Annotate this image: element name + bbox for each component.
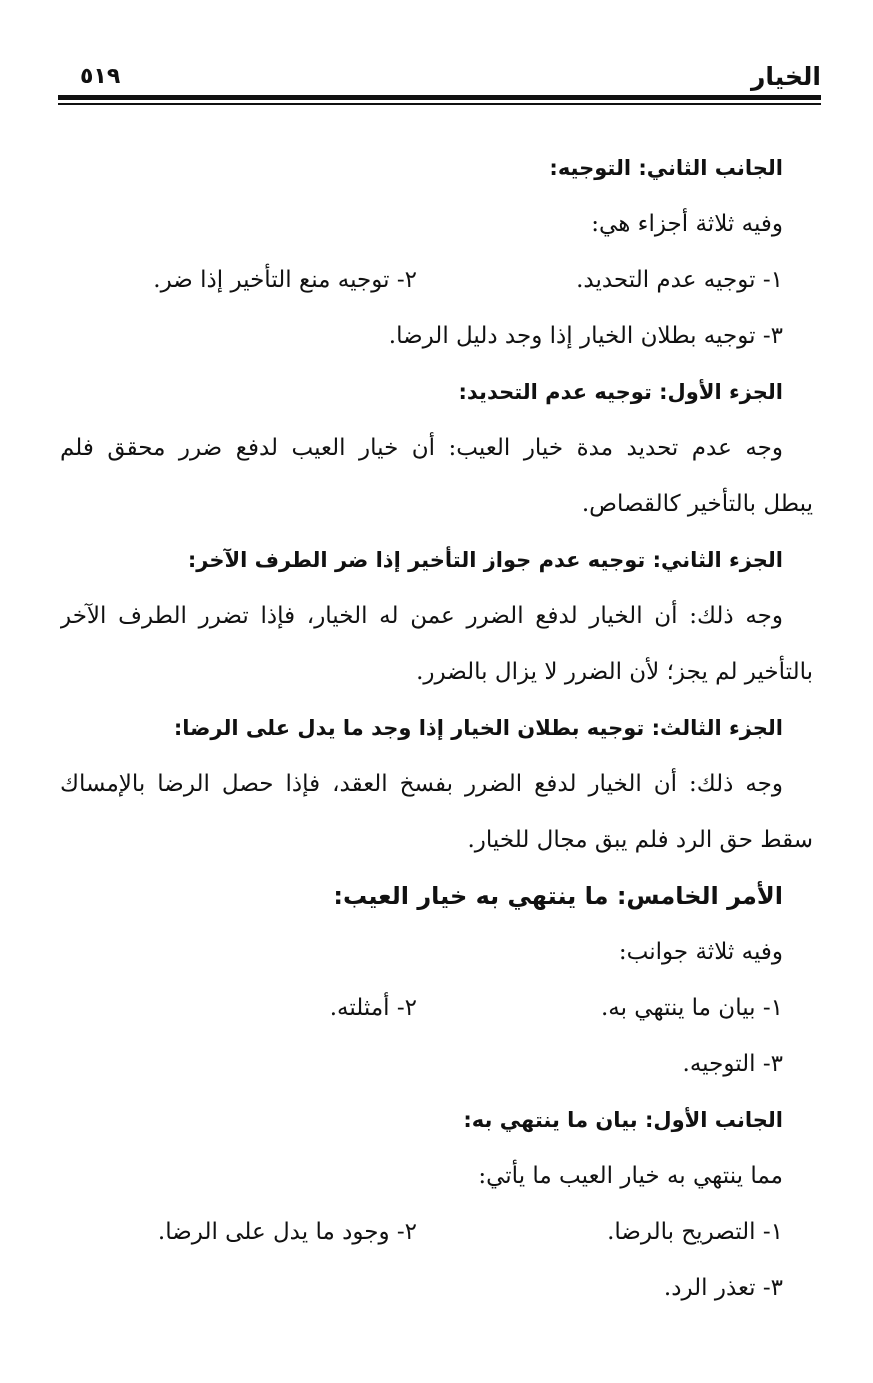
list-row — [60, 1204, 813, 1260]
section-heading: الجانب الأول: بيان ما ينتهي به: — [463, 1108, 783, 1132]
paragraph: وفيه ثلاثة أجزاء هي: — [591, 211, 783, 237]
list-item: ٢- توجيه منع التأخير إذا ضر. — [153, 267, 417, 293]
list-item: ١- بيان ما ينتهي به. — [600, 995, 783, 1021]
list-item: ٢- أمثلته. — [329, 995, 417, 1021]
page-body — [60, 140, 813, 1316]
list-item: ٢- وجود ما يدل على الرضا. — [157, 1219, 417, 1245]
list-row — [60, 980, 813, 1036]
page-number: ٥١٩ — [80, 64, 121, 89]
section-heading: الجزء الثالث: توجيه بطلان الخيار إذا وجد ما يدل على الرضا: — [173, 716, 783, 740]
section-heading: الجزء الأول: توجيه عدم التحديد: — [458, 380, 783, 404]
list-item: ٣- توجيه بطلان الخيار إذا وجد دليل الرضا. — [388, 323, 783, 349]
paragraph: بالتأخير لم يجز؛ لأن الضرر لا يزال بالضرر. — [416, 659, 813, 685]
page-header — [58, 62, 821, 102]
paragraph: مما ينتهي به خيار العيب ما يأتي: — [478, 1163, 783, 1189]
header-rule-thin — [58, 103, 821, 105]
list-item: ١- توجيه عدم التحديد. — [576, 267, 783, 293]
running-title: الخيار — [751, 62, 821, 91]
list-item: ١- التصريح بالرضا. — [607, 1219, 783, 1245]
section-heading: الجزء الثاني: توجيه عدم جواز التأخير إذا ضر الطرف الآخر: — [187, 548, 783, 572]
paragraph: وجه ذلك: أن الخيار لدفع الضرر عمن له الخيار، فإذا تضرر الطرف الآخر — [60, 603, 783, 629]
section-heading: الجانب الثاني: التوجيه: — [549, 156, 783, 180]
section-heading: الأمر الخامس: ما ينتهي به خيار العيب: — [333, 882, 783, 910]
paragraph: سقط حق الرد فلم يبق مجال للخيار. — [467, 827, 813, 853]
paragraph: وجه ذلك: أن الخيار لدفع الضرر بفسخ العقد، فإذا حصل الرضا بالإمساك — [60, 771, 783, 797]
paragraph: يبطل بالتأخير كالقصاص. — [581, 491, 813, 517]
paragraph: وجه عدم تحديد مدة خيار العيب: أن خيار العيب لدفع ضرر محقق فلم — [60, 435, 783, 461]
list-item: ٣- تعذر الرد. — [663, 1275, 783, 1301]
list-row — [60, 252, 813, 308]
paragraph: وفيه ثلاثة جوانب: — [618, 939, 783, 965]
header-rule-thick — [58, 95, 821, 100]
list-item: ٣- التوجيه. — [682, 1051, 783, 1077]
